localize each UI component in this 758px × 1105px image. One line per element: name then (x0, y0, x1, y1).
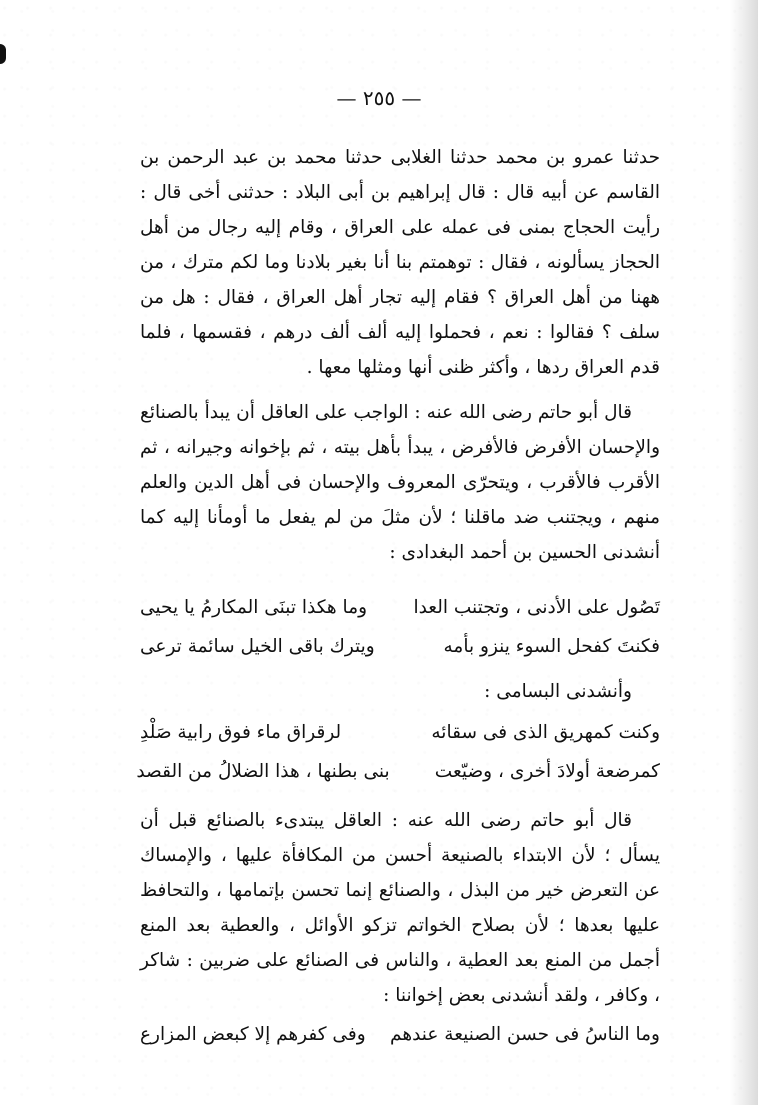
paragraph-abu-hatim-2: قال أبو حاتم رضى الله عنه : العاقل يبتدىء بالصنائع قبل أن يسأل ؛ لأن الابتداء بالصنيعة أحسن من المكافأة عليها ، والإمساك عن التعرض خير من البذل ، والصنائع إنما تحسن بإتمامها ، والتحافظ عليها بعدها ؛ لأن بصلاح الخواتم تزكو الأوائل ، والعطية بعد المنع أجمل من المنع بعد العطية ، والناس فى الصنائع على ضربين : شاكر ، وكافر ، ولقد أنشدنى بعض إخواننا : (140, 810, 661, 1006)
page-body (136, 140, 661, 1056)
verse-first-hemistich: وما الناسُ فى حسن الصنيعة عندهم (390, 1024, 660, 1045)
poem-verse (140, 715, 660, 750)
page-number: — ٢٥٥ — (336, 86, 422, 110)
verse-introduction: وأنشدنى البسامى : (484, 681, 632, 702)
poem-verse (140, 1017, 660, 1052)
paragraph-abu-hatim-1: قال أبو حاتم رضى الله عنه : الواجب على العاقل أن يبدأ بالصنائع والإحسان الأفرض فالأفرض ، يبدأ بأهل بيته ، ثم بإخوانه وجيرانه ، ثم الأقرب فالأقرب ، ويتحرّى المعروف والإحسان فى أهل الدين والعلم منهم ، ويجتنب ضد ماقلنا ؛ لأن مثلَ من لم يفعل ما أومأنا إليه كما أنشدنى الحسين بن أحمد البغدادى : (140, 402, 660, 563)
verse-first-hemistich: تَصُول على الأدنى ، وتجتنب العدا (413, 597, 660, 618)
poem-verse (140, 629, 660, 664)
page-edge-shadow (730, 0, 758, 1105)
verse-second-hemistich: بنى بطنها ، هذا الضلالُ من القصد (136, 761, 390, 782)
verse-second-hemistich: وما هكذا تبنَى المكارمُ يا يحيى (140, 597, 368, 618)
poem-verse (140, 590, 660, 625)
verse-second-hemistich: ويترك باقى الخيل سائمة ترعى (140, 636, 375, 657)
binding-mark (0, 44, 6, 64)
verse-second-hemistich: لرقراق ماء فوق رابية صَلْدِ (140, 722, 342, 743)
verse-second-hemistich: وفى كفرهم إلا كبعض المزارع (140, 1024, 366, 1045)
verse-first-hemistich: فكنتَ كفحل السوء ينزو بأمه (443, 636, 660, 657)
verse-first-hemistich: وكنت كمهريق الذى فى سقائه (431, 722, 660, 743)
paragraph-narration: حدثنا عمرو بن محمد حدثنا الغلابى حدثنا محمد بن عبد الرحمن بن القاسم عن أبيه قال : قال إبراهيم بن أبى البلاد : حدثنى أخى قال : رأيت الحجاج بمنى فى عمله على العراق ، وقام إليه رجال من أهل الحجاز يسألونه ، فقال : توهمتم بنا أنا بغير بلادنا وما لكم مترك ، من ههنا من أهل العراق ؟ فقام إليه تجار أهل العراق ، فقال : هل من سلف ؟ فقالوا : نعم ، فحملوا إليه ألف ألف درهم ، فقسمها ، فلما قدم العراق ردها ، وأكثر ظنى أنها ومثلها معها . (140, 147, 660, 378)
verse-first-hemistich: كمرضعة أولادَ أخرى ، وضيّعت (434, 761, 660, 782)
poem-verse (136, 754, 660, 789)
